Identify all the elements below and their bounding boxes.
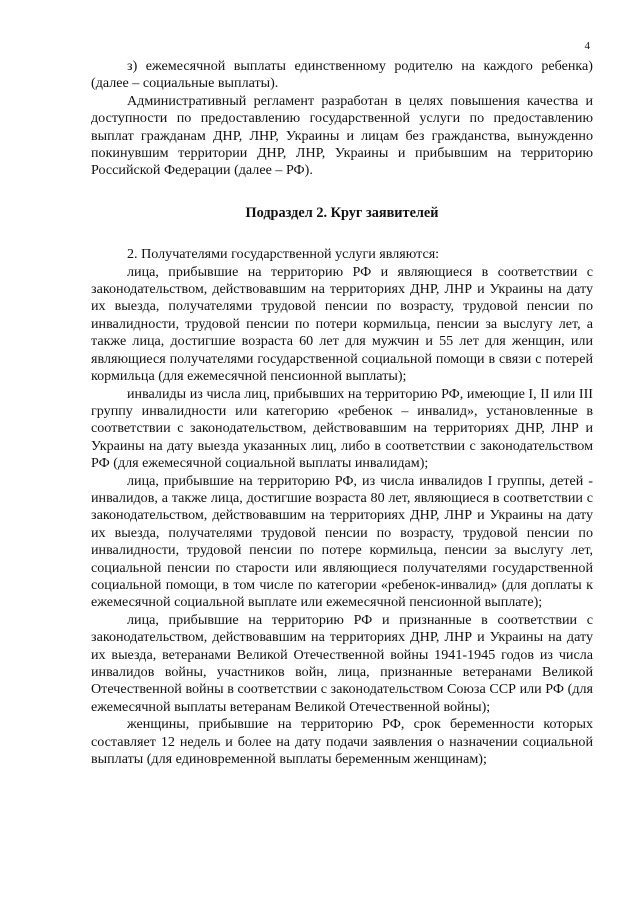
page-number: 4	[584, 40, 590, 52]
section-paragraph: лица, прибывшие на территорию РФ и признанные в соответствии с законодательством, действовавшим на территориях ДНР, ЛНР и Украины на дату их выезда, ветеранами Великой Отечественной войны 1941-1945 годов из числа инвалидов войны, участников войн, лица, признанные ветеранами Великой Отечественной войны в соответствии с законодательством Союза ССР или РФ (для ежемесячной выплаты ветеранам Великой Отечественной войны);	[91, 611, 593, 715]
section-paragraph: лица, прибывшие на территорию РФ и являющиеся в соответствии с законодательством, действовавшим на территориях ДНР, ЛНР и Украины на дату их выезда, получателями трудовой пенсии по возрасту, трудовой пенсии по инвалидности, трудовой пенсии по потери кормильца, пенсии за выслугу лет, а также лица, достигшие возраста 60 лет для мужчин и 55 лет для женщин, или являющиеся получателями государственной социальной помощи в связи с потерей кормильца (для ежемесячной пенсионной выплаты);	[91, 263, 593, 385]
intro-paragraph-1: з) ежемесячной выплаты единственному родителю на каждого ребенка) (далее – социальные выплаты).	[91, 58, 593, 92]
section-paragraph: женщины, прибывшие на территорию РФ, срок беременности которых составляет 12 недель и более на дату подачи заявления о назначении социальной выплаты (для единовременной выплаты беременным женщинам);	[91, 716, 593, 768]
document-body	[91, 58, 593, 768]
section-heading: Подраздел 2. Круг заявителей	[245, 204, 439, 221]
intro-paragraph-2: Административный регламент разработан в целях повышения качества и доступности по предоставлению государственной услуги по предоставлению выплат гражданам ДНР, ЛНР, Украины и лицам без гражданства, вынужденно покинувшим территории ДНР, ЛНР, Украины и прибывшим на территорию Российской Федерации (далее – РФ).	[91, 92, 593, 179]
section-paragraph: 2. Получателями государственной услуги являются:	[127, 246, 440, 263]
section-paragraph: инвалиды из числа лиц, прибывших на территорию РФ, имеющие I, II или III группу инвалидности или категорию «ребенок – инвалид», установленные в соответствии с законодательством, действовавшим на территориях ДНР, ЛНР и Украины на дату выезда указанных лиц, либо в соответствии с законодательством РФ (для ежемесячной социальной выплаты инвалидам);	[91, 385, 593, 472]
section-paragraph: лица, прибывшие на территорию РФ, из числа инвалидов I группы, детей - инвалидов, а также лица, достигшие возраста 80 лет, являющиеся в соответствии с законодательством, действовавшим на территориях ДНР, ЛНР и Украины на дату их выезда, получателями трудовой пенсии по возрасту, трудовой пенсии по инвалидности, трудовой пенсии по потере кормильца, пенсии за выслугу лет, социальной пенсии по старости или являющиеся получателями государственной социальной помощи, в том числе по категории «ребенок-инвалид» (для доплаты к ежемесячной социальной выплате или ежемесячной пенсионной выплате);	[91, 472, 593, 611]
